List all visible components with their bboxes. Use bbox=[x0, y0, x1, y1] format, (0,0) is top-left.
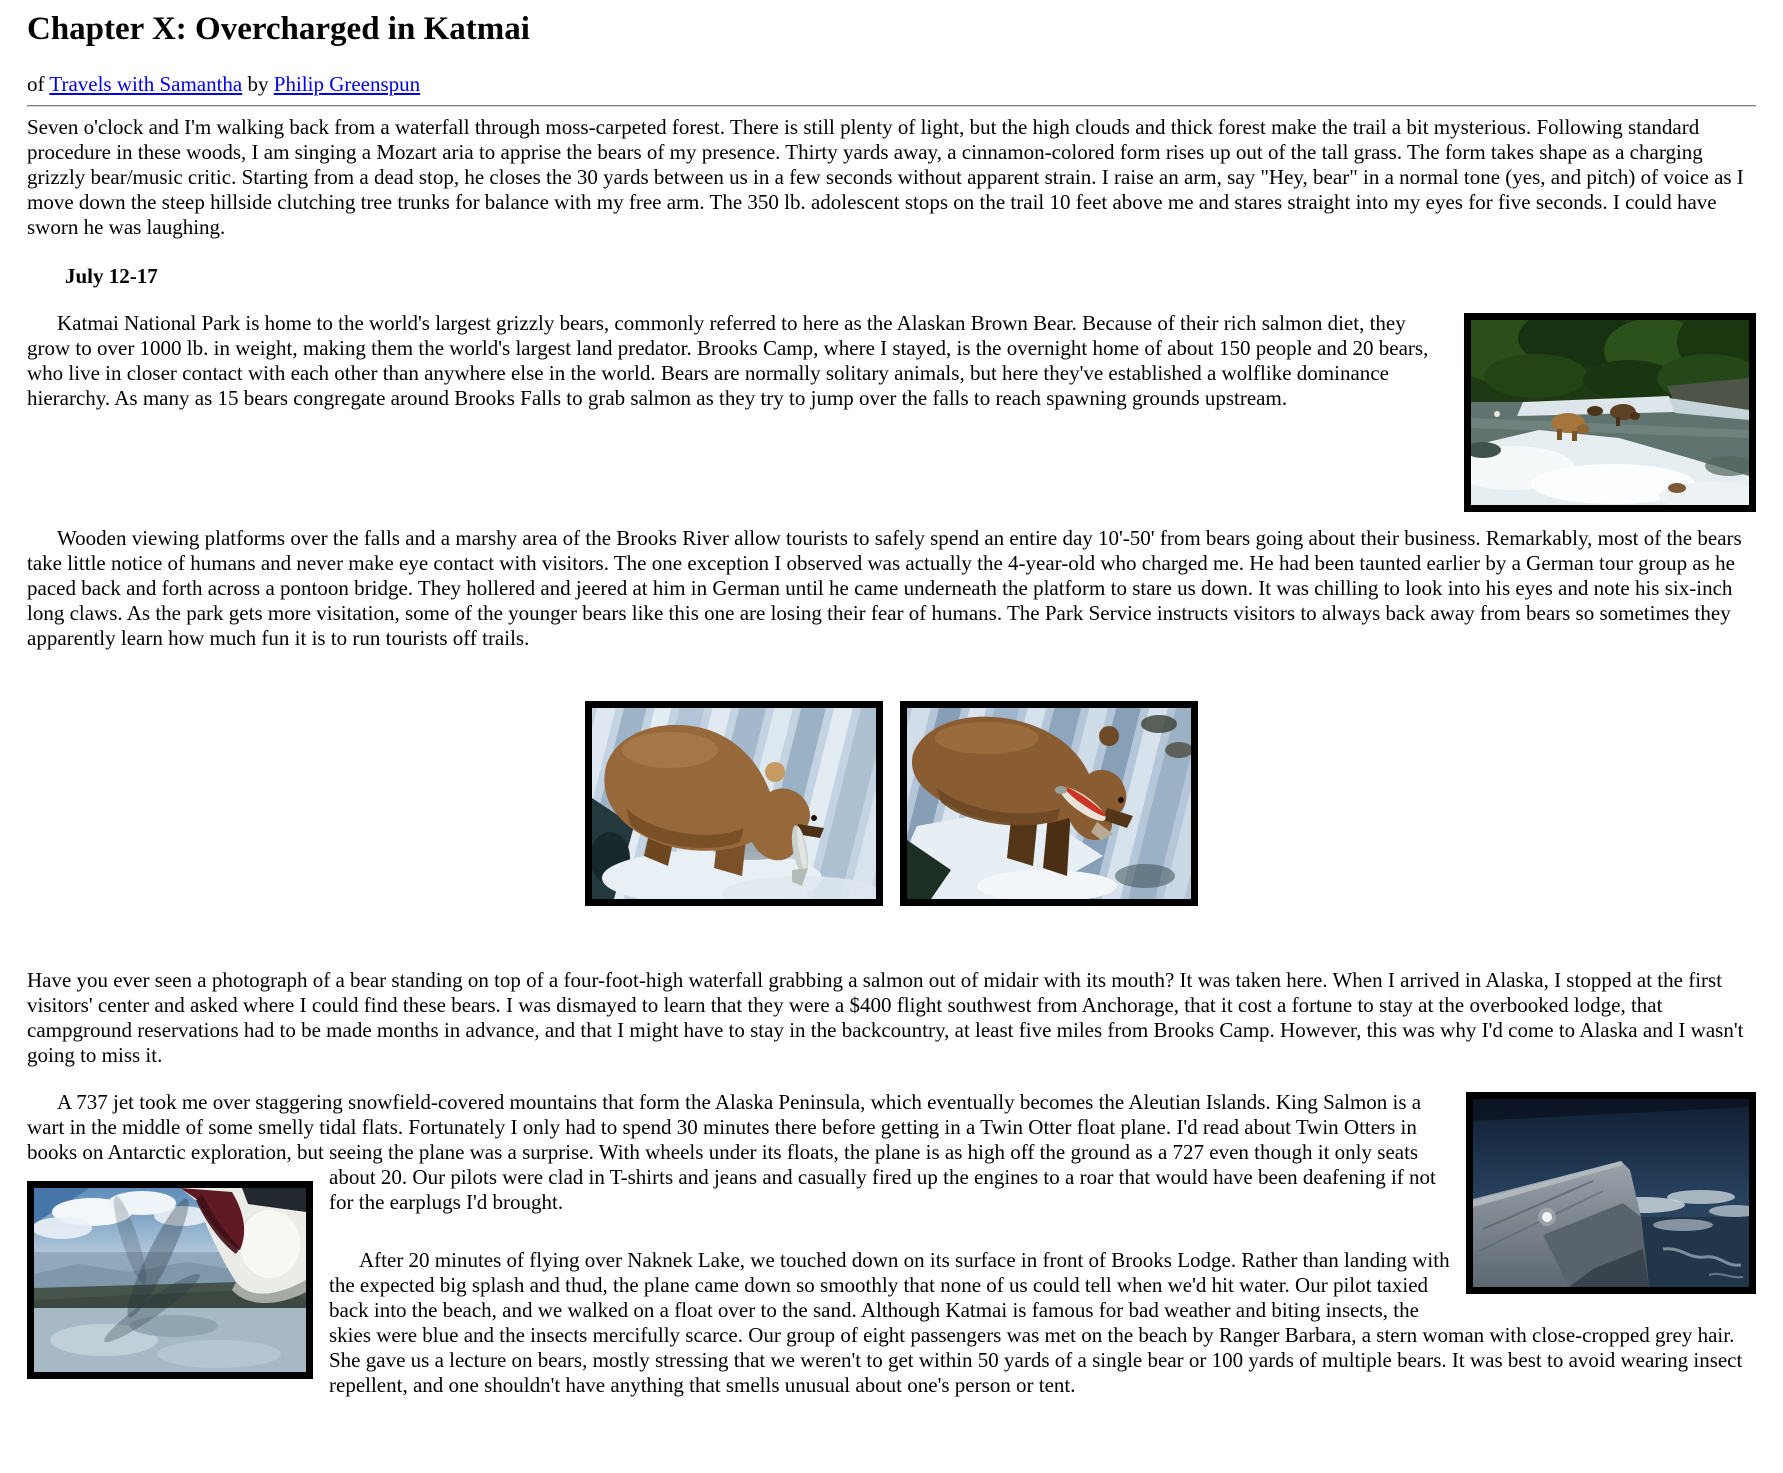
bear-with-red-salmon-image bbox=[907, 708, 1191, 899]
photo-bear-catching-salmon-profile[interactable] bbox=[585, 701, 883, 906]
bear-catching-salmon-profile-image bbox=[592, 708, 876, 899]
byline bbox=[27, 72, 1756, 97]
paragraph-logistics: Have you ever seen a photograph of a bear standing on top of a four-foot-high waterfall grabbing a salmon out of midair with its mouth? It was taken here. When I arrived in Alaska, I stopped at the first visitors' center and asked where I could find these bears. I was dismayed to learn that they were a $400 flight southwest from Anchorage, that it cost a fortune to stay at the overbooked lodge, that campground reservations had to be made months in advance, and that I might have to stay in the backcountry, at least five miles from Brooks Camp. However, this was why I'd come to Alaska and I wasn't going to miss it. bbox=[27, 968, 1744, 1067]
byline-prefix: of bbox=[27, 72, 45, 96]
paragraph-flight-to-king-salmon bbox=[27, 1090, 1756, 1215]
page-title: Chapter X: Overcharged in Katmai bbox=[27, 11, 530, 47]
author-link[interactable]: Philip Greenspun bbox=[273, 72, 421, 96]
paragraph-bear-charge: Seven o'clock and I'm walking back from a waterfall through moss-carpeted forest. There is still plenty of light, but the high clouds and thick forest make the trail a bit mysterious. Following standard procedure in these woods, I am singing a Mozart aria to apprise the bears of my presence. Thirty yards away, a cinnamon-colored form rises up out of the tall grass. The form takes shape as a charging grizzly bear/music critic. Starting from a dead stop, he closes the 30 yards between us in a few seconds without apparent strain. I raise an arm, say "Hey, bear" in a normal tone (yes, and pitch) of voice as I move down the steep hillside clutching tree trunks for balance with my free arm. The 350 lb. adolescent stops on the trail 10 feet above me and stares straight into my eyes for five seconds. I could have sworn he was laughing. bbox=[27, 115, 1744, 239]
paragraph-flight-text-after: fired up the engines to a roar that would have been deafening if not for the earplugs I'd brought. bbox=[329, 1165, 1436, 1214]
photo-737-wing-over-alaska[interactable] bbox=[1466, 1092, 1756, 1294]
bears-at-brooks-falls-image bbox=[1471, 320, 1749, 505]
date-heading: July 12-17 bbox=[65, 264, 158, 288]
floatplane-propeller-view-image bbox=[34, 1188, 306, 1372]
book-link[interactable]: Travels with Samantha bbox=[49, 72, 243, 96]
divider bbox=[27, 105, 1756, 107]
photo-row bbox=[27, 701, 1756, 906]
paragraph-flight-text-before: A 737 jet took me over staggering snowfield-covered mountains that form the Alaska Peninsula, which eventually becomes the Aleutian Islands. King Salmon is a wart in the middle of some smelly tidal flats. Fortunately I only had to spend 30 minutes there before getting in a Twin Otter float plane. I'd read about Twin Otters in books on Antarctic exploration, but seeing the plane was a surprise. With wheels under its floats, the plane is as high off the ground as a 727 even though it only seats about 20. Our pilots were clad in T-shirts and jeans and casually bbox=[27, 1090, 1422, 1189]
paragraph-viewing-platforms: Wooden viewing platforms over the falls and a marshy area of the Brooks River allow tourists to safely spend an entire day 10'-50' from bears going about their business. Remarkably, most of the bears take little notice of humans and never make eye contact with visitors. The one exception I observed was actually the 4-year-old who charged me. He had been taunted earlier by a German tour group as he paced back and forth across a pontoon bridge. They hollered and jeered at him in German until he came underneath the platform to stare us down. It was chilling to look into his eyes and note his six-inch long claws. As the park gets more visitation, some of the younger bears like this one are losing their fear of humans. The Park Service instructs visitors to always back away from bears so sometimes they apparently learn how much fun it is to run tourists off trails. bbox=[27, 526, 1742, 650]
byline-conjunction: by bbox=[247, 72, 269, 96]
paragraph-landing-brooks: After 20 minutes of flying over Naknek Lake, we touched down on its surface in front of Brooks Lodge. Rather than landing with the expected big splash and thud, the plane came down so smoothly that none of us could tell when we'd hit water. Our pilot taxied back into the beach, and we walked on a float over to the sand. Although Katmai is famous for bad weather and biting insects, the skies were blue and the insects mercifully scarce. Our group of eight passengers was met on the beach by Ranger Barbara, a stern woman with close-cropped grey hair. She gave us a lecture on bears, mostly stressing that we weren't to get within 50 yards of a single bear or 100 yards of multiple bears. It was best to avoid wearing insect repellent, and one shouldn't have anything that smells unusual about one's person or tent. bbox=[329, 1248, 1743, 1397]
paragraph-katmai-text: Katmai National Park is home to the world's largest grizzly bears, commonly referred to here as the Alaskan Brown Bear. Because of their rich salmon diet, they grow to over 1000 lb. in weight, making them the world's largest land predator. Brooks Camp, where I stayed, is the overnight home of about 150 people and 20 bears, who live in closer contact with each other than anywhere else in the world. Bears are normally solitary animals, but here they've established a wolflike dominance hierarchy. As many as 15 bears congregate around Brooks Falls to grab salmon as they try to jump over the falls to reach spawning grounds upstream. bbox=[27, 311, 1429, 410]
photo-bear-with-red-salmon[interactable] bbox=[900, 701, 1198, 906]
photo-floatplane-propeller-view[interactable] bbox=[27, 1181, 313, 1379]
photo-bears-at-brooks-falls[interactable] bbox=[1464, 313, 1756, 512]
paragraph-katmai-intro bbox=[27, 311, 1756, 411]
737-wing-over-alaska-image bbox=[1473, 1099, 1749, 1287]
